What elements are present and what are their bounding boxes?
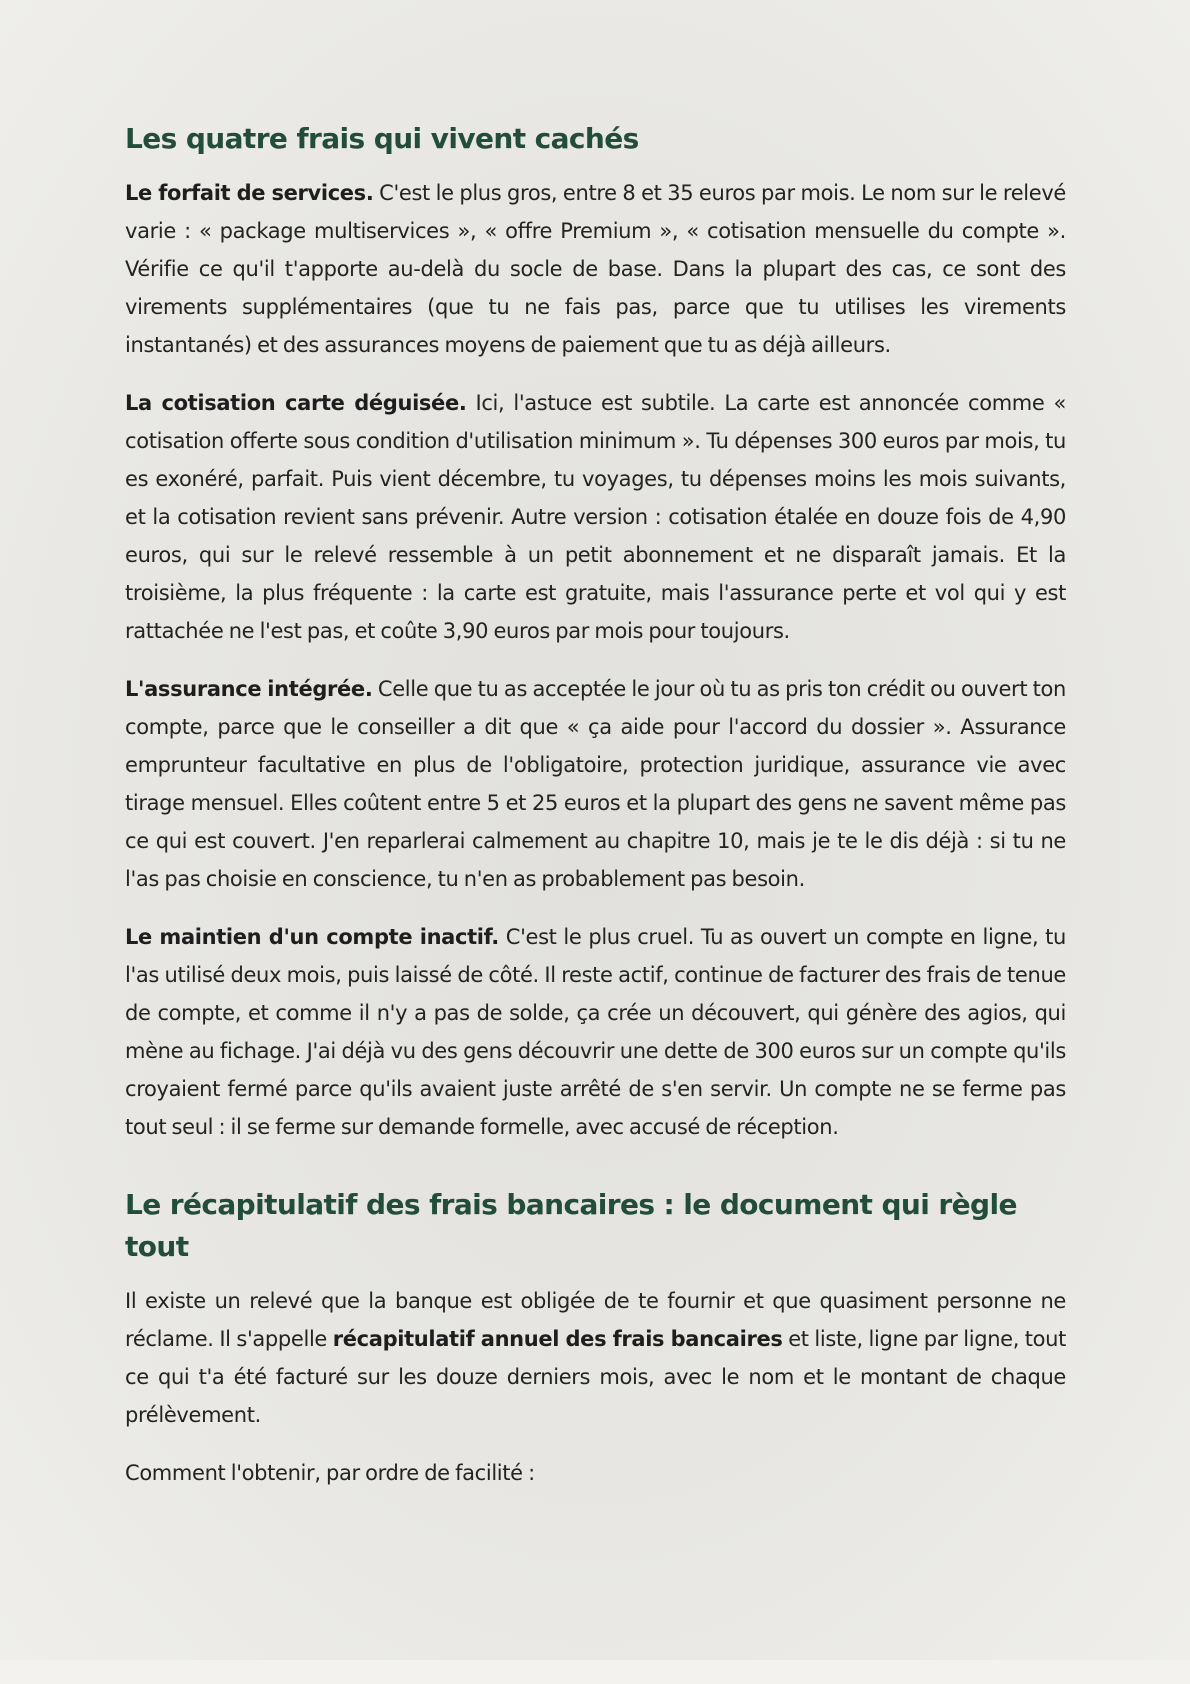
lead-inactive-account: Le maintien d'un compte inactif.	[125, 925, 499, 949]
section-heading-fee-summary: Le récapitulatif des frais bancaires : le document qui règle tout	[125, 1188, 1017, 1263]
paragraph-integrated-insurance	[125, 670, 1066, 898]
intro-text-bold: récapitulatif annuel des frais bancaires	[332, 1327, 783, 1351]
paragraph-inactive-account	[125, 918, 1066, 1146]
text-inactive-account: C'est le plus cruel. Tu as ouvert un compte en ligne, tu l'as utilisé deux mois, puis laissé de côté. Il reste actif, continue de facturer des frais de tenue de compte, et comme il n'y a pas de solde, ça crée un découvert, qui génère des agios, qui mène au fichage. J'ai déjà vu des gens découvrir une dette de 300 euros sur un compte qu'ils croyaient fermé parce qu'ils avaient juste arrêté de s'en servir. Un compte ne se ferme pas tout seul : il se ferme sur demande formelle, avec accusé de réception.	[125, 925, 1066, 1139]
paragraph-service-package	[125, 174, 1066, 364]
section-heading-hidden-fees: Les quatre frais qui vivent cachés	[125, 122, 639, 155]
lead-card-fee: La cotisation carte déguisée.	[125, 391, 467, 415]
page-bottom-margin	[0, 1660, 1190, 1684]
lead-service-package: Le forfait de services.	[125, 181, 374, 205]
paragraph-fee-summary-intro	[125, 1282, 1066, 1434]
intro-text-start: Il existe un relevé que la banque est obligée de te fournir et que quasiment personne ne réclame. Il s'appelle	[125, 1289, 1066, 1351]
paragraph-card-fee	[125, 384, 1066, 650]
intro-text-end: et liste, ligne par ligne, tout ce qui t'a été facturé sur les douze derniers mois, avec le nom et le montant de chaque prélèvement.	[125, 1327, 1067, 1427]
text-card-fee: Ici, l'astuce est subtile. La carte est annoncée comme « cotisation offerte sous condition d'utilisation minimum ». Tu dépenses 300 euros par mois, tu es exonéré, parfait. Puis vient décembre, tu voyages, tu dépenses moins les mois suivants, et la cotisation revient sans prévenir. Autre version : cotisation étalée en douze fois de 4,90 euros, qui sur le relevé ressemble à un petit abonnement et ne disparaît jamais. Et la troisième, la plus fréquente : la carte est gratuite, mais l'assurance perte et vol qui y est rattachée ne l'est pas, et coûte 3,90 euros par mois pour toujours.	[125, 391, 1066, 643]
paragraph-how-to-obtain: Comment l'obtenir, par ordre de facilité :	[125, 1461, 535, 1485]
text-integrated-insurance: Celle que tu as acceptée le jour où tu as pris ton crédit ou ouvert ton compte, parce que le conseiller a dit que « ça aide pour l'accord du dossier ». Assurance emprunteur facultative en plus de l'obligatoire, protection juridique, assurance vie avec tirage mensuel. Elles coûtent entre 5 et 25 euros et la plupart des gens ne savent même pas ce qui est couvert. J'en reparlerai calmement au chapitre 10, mais je te le dis déjà : si tu ne l'as pas choisie en conscience, tu n'en as probablement pas besoin.	[125, 677, 1066, 891]
lead-integrated-insurance: L'assurance intégrée.	[125, 677, 373, 701]
text-service-package: C'est le plus gros, entre 8 et 35 euros par mois. Le nom sur le relevé varie : « package multiservices », « offre Premium », « cotisation mensuelle du compte ». Vérifie ce qu'il t'apporte au-delà du socle de base. Dans la plupart des cas, ce sont des virements supplémentaires (que tu ne fais pas, parce que tu utilises les virements instantanés) et des assurances moyens de paiement que tu as déjà ailleurs.	[125, 181, 1066, 357]
